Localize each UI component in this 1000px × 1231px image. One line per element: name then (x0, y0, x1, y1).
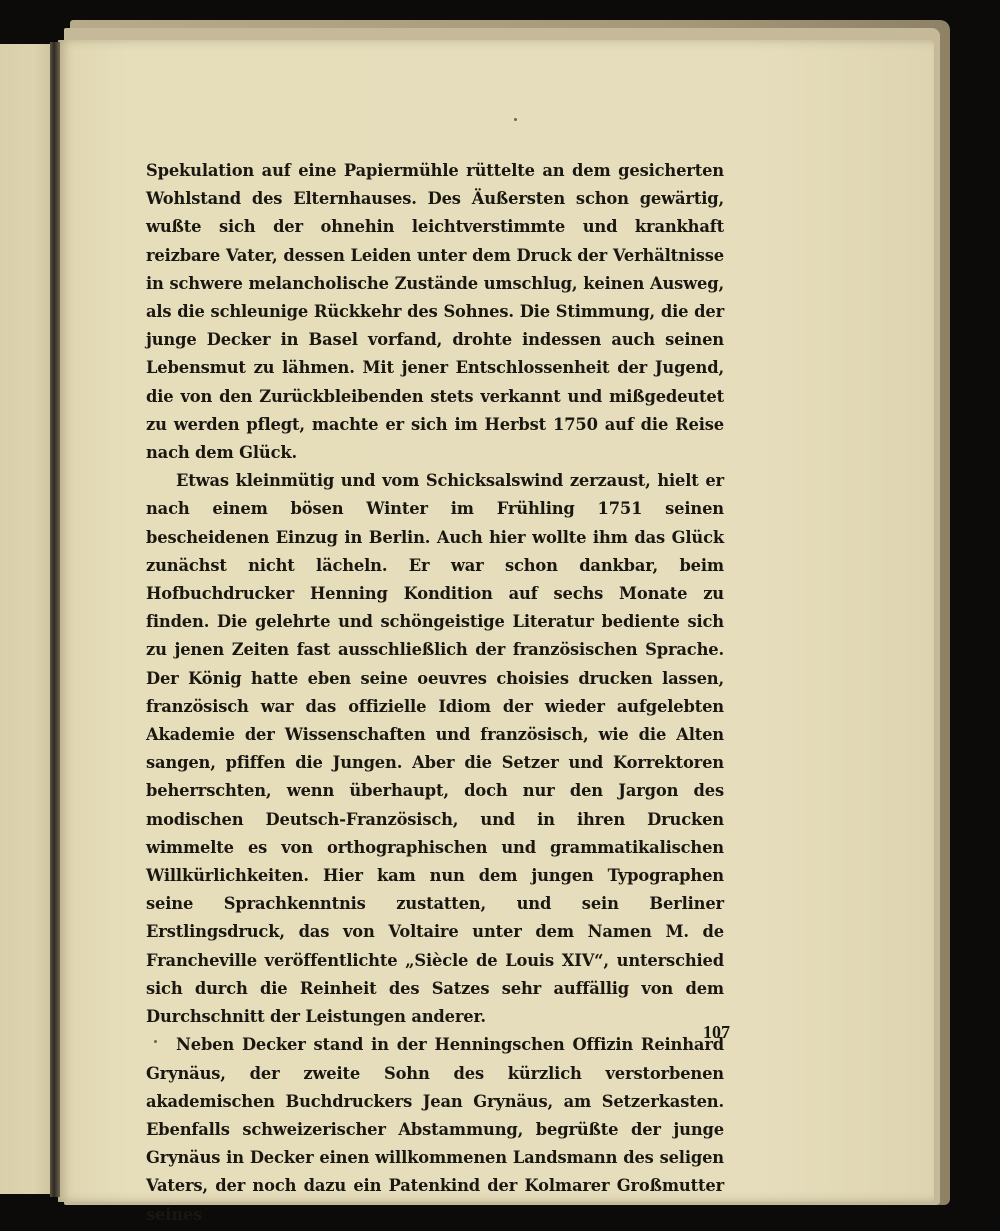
body-text (146, 157, 724, 1229)
book-gutter (50, 42, 60, 1197)
left-page-edge (0, 44, 56, 1194)
paragraph: Etwas kleinmütig und vom Schicksalswind zerzaust, hielt er nach einem bösen Winter im Frühling 1751 seinen bescheidenen Einzug in Berlin. Auch hier wollte ihm das Glück zunächst nicht lächeln. Er war schon dankbar, beim Hofbuchdrucker Henning Kondition auf sechs Monate zu finden. Die gelehrte und schöngeistige Literatur bediente sich zu jenen Zeiten fast ausschließlich der französischen Sprache. Der König hatte eben seine oeuvres choisies drucken lassen, französisch war das offizielle Idiom der wieder aufgelebten Akademie der Wissenschaften und französisch, wie die Alten sangen, pfiffen die Jungen. Aber die Setzer und Korrektoren beherrschten, wenn überhaupt, doch nur den Jargon des modischen Deutsch-Französisch, und in ihren Drucken wimmelte es von orthographischen und grammatikalischen Willkürlichkeiten. Hier kam nun dem jungen Typographen seine Sprachkenntnis zustatten, und sein Berliner Erstlingsdruck, das von Voltaire unter dem Namen M. de Francheville veröffentlichte „Siècle de Louis XIV“, unterschied sich durch die Reinheit des Satzes sehr auffällig von dem Durchschnitt der Leistungen anderer. (146, 471, 724, 1027)
paragraph: Spekulation auf eine Papiermühle rüttelte an dem gesicherten Wohlstand des Elternhauses. Des Äußersten schon gewärtig, wußte sich der ohnehin leichtverstimmte und krankhaft reizbare Vater, dessen Leiden unter dem Druck der Verhältnisse in schwere melancholische Zustände umschlug, keinen Ausweg, als die schleunige Rückkehr des Sohnes. Die Stimmung, die der junge Decker in Basel vorfand, drohte indessen auch seinen Lebensmut zu lähmen. Mit jener Entschlossenheit der Jugend, die von den Zurückbleibenden stets verkannt und mißgedeutet zu werden pflegt, machte er sich im Herbst 1750 auf die Reise nach dem Glück. (146, 161, 724, 463)
paper-speck (514, 118, 517, 121)
paragraph: Neben Decker stand in der Henningschen Offizin Reinhard Grynäus, der zweite Sohn des kürzlich verstorbenen akademischen Buchdruckers Jean Grynäus, am Setzerkasten. Ebenfalls schweizerischer Abstammung, begrüßte der junge Grynäus in Decker einen willkommenen Landsmann des seligen Vaters, der noch dazu ein Patenkind der Kolmarer Großmutter seines (146, 1035, 724, 1224)
page-number: 107 (703, 1022, 730, 1042)
